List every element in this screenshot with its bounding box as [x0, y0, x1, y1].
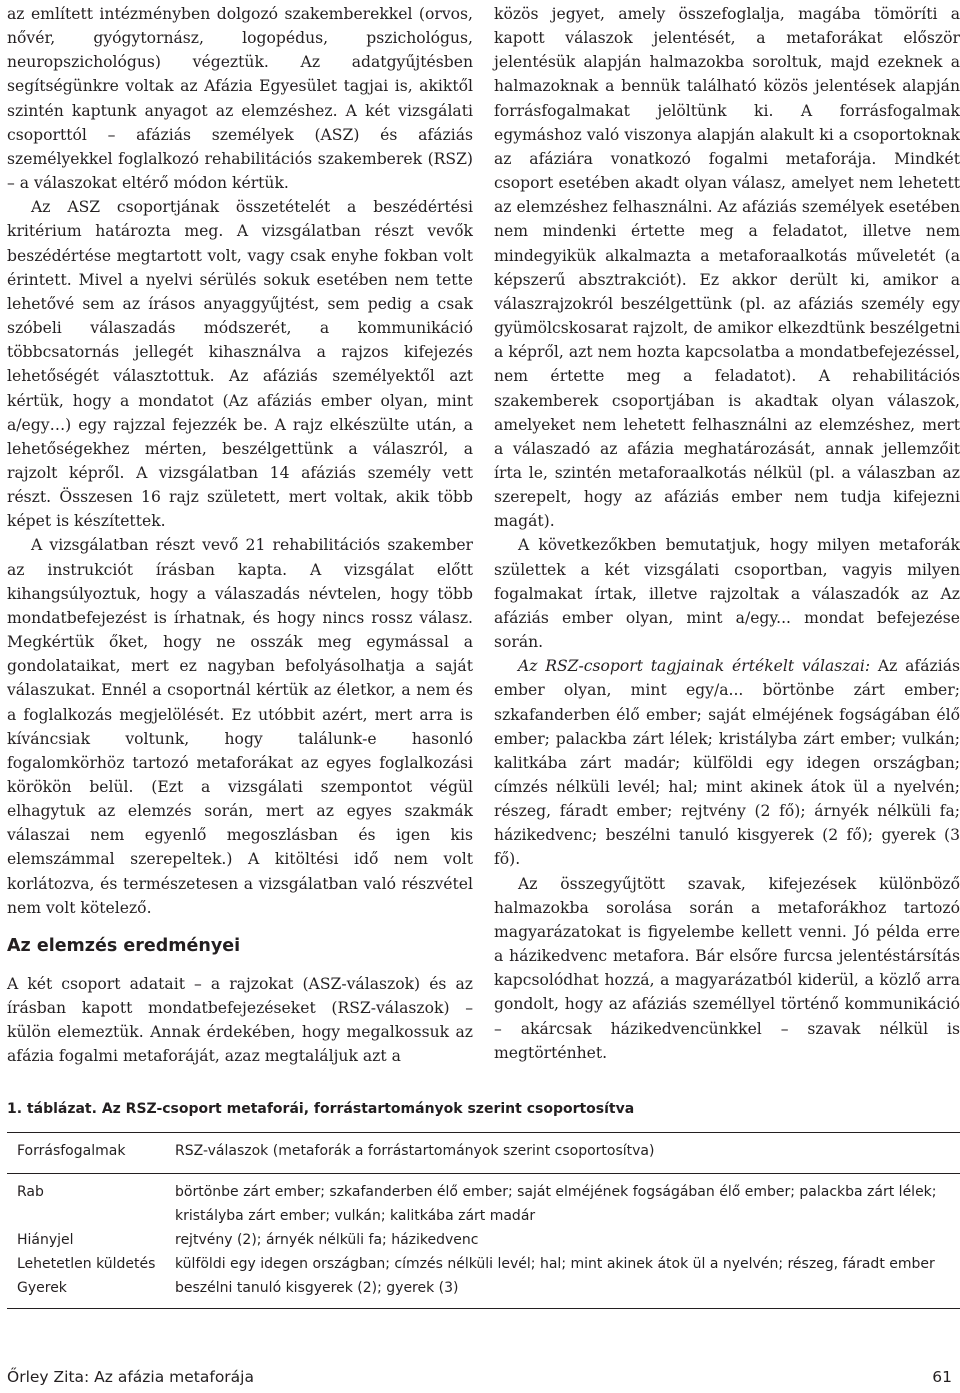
- paragraph: [494, 654, 960, 871]
- table-cell-answers: börtönbe zárt ember; szkafanderben élő ember; saját elméjének fogságában élő ember; palackba zárt lélek; kristályba zárt ember; vulkán; kalitkába zárt madár: [175, 1184, 937, 1224]
- table-cell-answers: külföldi egy idegen országban; címzés nélküli levél; hal; mint akinek átok ül a nyelvén; részeg, fáradt ember: [175, 1256, 935, 1272]
- table-cell-source: Gyerek: [17, 1280, 67, 1296]
- metaphor-table: [7, 1132, 960, 1309]
- table-cell-answers: beszélni tanuló kisgyerek (2); gyerek (3): [175, 1280, 459, 1296]
- table-row: [7, 1252, 960, 1276]
- paragraph: Az összegyűjtött szavak, kifejezések különböző halmazokba sorolása során a metaforákhoz tartozó magyarázatokat is figyelembe kellett venni. Jó példa erre a házikedvenc metafora. Bár elsőre furcsa jelentéstársítás kapcsolódhat hozzá, a magyarázatból kiderül, a közlő arra gondolt, hogy az afáziás személlyel történő kommunikáció – akárcsak házikedvencünkkel – szavak nélkül is megtörténhet.: [494, 874, 960, 1062]
- table-body: [7, 1174, 960, 1308]
- paragraph: A vizsgálatban részt vevő 21 rehabilitációs szakember az instrukciót írásban kapta. A vizsgálat előtt kihangsúlyoztuk, hogy a válaszadás névtelen, hogy több mondatbefejezést is írhatnak, és hogy nincs rossz válasz. Megkértük őket, hogy ne osszák meg egymással a gondolataikat, mert ez nagyban befolyásolhatja a saját válaszukat. Ennél a csoportnál kértük az életkor, a nem és a foglalkozás megjelölését. Ez utóbbit azért, mert arra is kíváncsiak voltunk, hogy találunk-e hasonló fogalomkörhöz tartozó metaforákat az egyes foglalkozási körökön belül. (Ezt a vizsgálati szempontot végül elhagytuk az elemzés során, mert az egyes szakmák válaszai nem egyenlő megoszlásban és igen kis elemszámmal szerepeltek.) A kitöltési idő nem volt korlátozva, és természetesen a vizsgálatban való részvétel nem volt kötelező.: [7, 536, 473, 917]
- paragraph: közös jegyet, amely összefoglalja, magába tömöríti a kapott válaszok jelentését, a metaforákat először jelentésük alapján halmazokba soroltuk, majd ezeknek a halmazoknak a bennük található közös jelentések alapján forrásfogalmakat jelöltünk ki. A forrásfogalmak egymáshoz való viszonya alapján alakult ki a csoportoknak az afáziára vonatkozó fogalmi metaforája. Mindkét csoport esetében akadt olyan válasz, amelyet nem lehetett az elemzéshez felhasználni. Az afáziás személyek esetében nem mindenki értette meg a feladatot, illetve nem mindegyikük alkalmazta a metaforaalkotás műveletét (a képszerű absztrakciót). Ez akkor derült ki, amikor a válaszrajzokról beszélgettünk (pl. az afáziás személy egy gyümölcskosarat rajzolt, de amikor elkezdtünk beszélgetni a képről, azt nem hozta kapcsolatba a mondatbefejezéssel, nem értette meg a feladatot). A rehabilitációs szakemberek csoportjában is akadtak olyan válaszok, amelyeket nem lehetett felhasználni az elemzéshez, mert a válaszadó az afázia meghatározását, annak jellemzőit írta le, szintén metaforaalkotás nélkül (pl. a válaszban az szerepelt, hogy az afáziás ember nem tudja kifejezni magát).: [494, 5, 960, 531]
- italic-lead: Az RSZ-csoport tagjainak értékelt válaszai:: [518, 657, 871, 676]
- table-cell-source: Lehetetlen küldetés: [17, 1256, 156, 1272]
- table-header-answers: RSZ-válaszok (metaforák a forrástartományok szerint csoportosítva): [175, 1143, 655, 1159]
- footer-author: Őrley Zita: Az afázia metaforája: [7, 1368, 254, 1386]
- table-header-source: Forrásfogalmak: [17, 1143, 126, 1159]
- table-caption: 1. táblázat. Az RSZ-csoport metaforái, forrástartományok szerint csoportosítva: [7, 1101, 635, 1117]
- left-column: [7, 2, 473, 1069]
- right-column: [494, 2, 960, 1065]
- table-row: [7, 1228, 960, 1252]
- table-cell-source: Hiányjel: [17, 1232, 74, 1248]
- table-header: [7, 1133, 960, 1174]
- paragraph-text: Az afáziás ember olyan, mint egy/a... börtönbe zárt ember; szkafanderben élő ember; saját elméjének fogságában élő ember; palackba zárt lélek; kristályba zárt ember; vulkán; kalitkába zárt madár; külföldi egy idegen országban; címzés nélküli levél; hal; mint akinek átok ül a nyelvén; részeg, fáradt ember; rejtvény (2 fő); árnyék nélküli fa; házikedvenc; beszélni tanuló kisgyerek (2 fő); gyerek (3 fő).: [494, 657, 960, 869]
- paragraph: Az ASZ csoportjának összetételét a beszédértési kritérium határozta meg. A vizsgálatban részt vevők beszédértése megtartott volt, vagy csak enyhe fokban volt érintett. Mivel a nyelvi sérülés sokuk esetében nem tette lehetővé sem az írásos anyaggyűjtést, sem pedig a csak szóbeli válaszadás módszerét, a kommunikáció többcsatornás jellegét kihasználva a rajzos kifejezés lehetőségét választottuk. Az afáziás személyektől azt kértük, hogy a mondatot (Az afáziás ember olyan, mint a/egy…) egy rajzzal fejezzék be. A rajz elkészülte után, a lehetőségekhez mérten, beszélgettünk a válaszról, a rajzolt képről. A vizsgálatban 14 afáziás személy vett részt. Összesen 16 rajz született, mert voltak, akik több képet is készítettek.: [7, 198, 473, 531]
- table-row: [7, 1276, 960, 1300]
- paragraph: A következőkben bemutatjuk, hogy milyen metaforák születtek a két vizsgálati csoportban, vagyis milyen fogalmakat írtak, illetve rajzoltak a válaszadók az Az afáziás ember olyan, mint a/egy... mondat befejezése során.: [494, 536, 960, 652]
- paragraph: A két csoport adatait – a rajzokat (ASZ-válaszok) és az írásban kapott mondatbefejezéseket (RSZ-válaszok) – külön elemeztük. Annak érdekében, hogy megalkossuk az afázia fogalmi metaforáját, azaz megtaláljuk azt a: [7, 974, 473, 1066]
- paragraph: az említett intézményben dolgozó szakemberekkel (orvos, nővér, gyógytornász, logopédus, pszichológus, neuropszichológus) végeztük. Az adatgyűjtésben segítségünkre voltak az Afázia Egyesület tagjai is, akiktől szintén kaptunk anyagot az elemzéshez. A két vizsgálati csoporttól – afáziás személyek (ASZ) és afáziás személyekkel foglalkozó rehabilitációs szakemberek (RSZ) – a válaszokat eltérő módon kértük.: [7, 5, 473, 193]
- table-row: [7, 1180, 960, 1228]
- section-heading: Az elemzés eredményei: [7, 935, 241, 956]
- page-number: 61: [932, 1368, 952, 1386]
- table-cell-source: Rab: [17, 1184, 44, 1200]
- table-cell-answers: rejtvény (2); árnyék nélküli fa; házikedvenc: [175, 1232, 479, 1248]
